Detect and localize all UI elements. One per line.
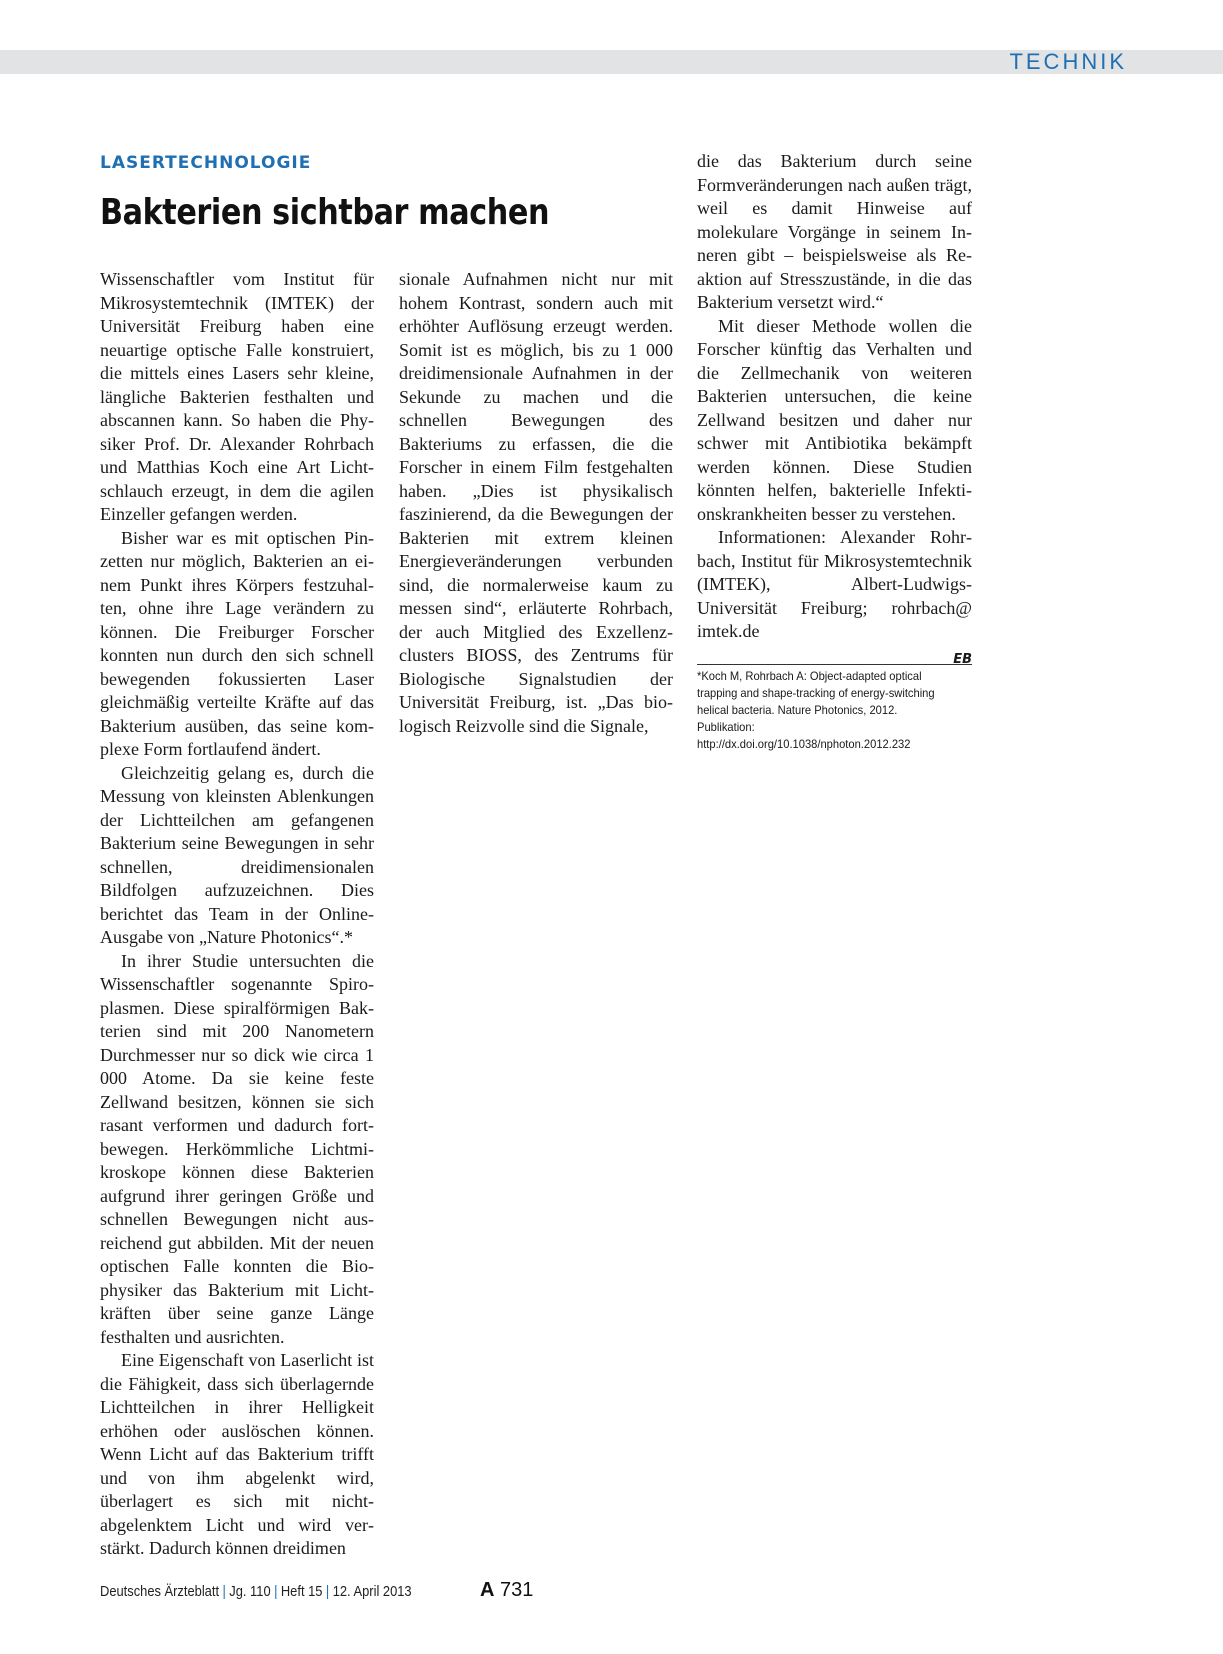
section-label: TECHNIK xyxy=(1009,49,1127,74)
paragraph: Wissenschaftler vom Institut für Mikrosystemtechnik (IMTEK) der Universität Freiburg haben eine neuartige optische Falle konstruiert, die mittels eines Lasers sehr kleine, längliche Bakterien festhalten und abscannen kann. So haben die Physiker Prof. Dr. Alexander Rohrbach und Matthias Koch eine Art Lichtschlauch erzeugt, in dem die agilen Einzeller gefangen werden. xyxy=(100,269,374,524)
journal-issue: Heft 15 xyxy=(280,1583,323,1600)
paragraph: In ihrer Studie untersuchten die Wissenschaftler sogenannte Spiroplasmen. Diese spiralförmigen Bakterien sind mit 200 Nanometern Durchmesser nur so dick wie circa 1 000 Atome. Da sie keine feste Zellwand besitzen, können sie sich rasant verformen und dadurch fortbewegen. Herkömmliche Lichtmikroskope können diese Bakterien aufgrund ihrer geringen Größe und schnellen Bewegungen nicht ausreichend gut abbilden. Mit der neuen optischen Falle konnten die Biophysiker das Bakterium mit Lichtkräften über seine ganze Länge festhalten und ausrichten. xyxy=(100,950,374,1347)
article-column-1 xyxy=(100,268,374,1561)
author-signature: EB xyxy=(953,651,972,667)
paragraph: Informationen: Alexander Rohrbach, Institut für Mikrosystemtechnik (IMTEK), Albert-Ludwigs-Universität Freiburg; rohrbach@ imtek.de xyxy=(697,527,972,641)
page-prefix: A xyxy=(480,1579,495,1601)
paragraph: Mit dieser Methode wollen die Forscher künftig das Verhalten und die Zellmechanik von weiteren Bakterien untersuchen, die keine Zellwand besitzen und daher nur schwer mit Antibiotika bekämpft werden können. Diese Studien könnten helfen, bakterielle Infektionskrankheiten besser zu verstehen. xyxy=(697,315,972,524)
article-kicker: LASERTECHNOLOGIE xyxy=(100,153,312,173)
journal-name: Deutsches Ärzteblatt xyxy=(100,1583,220,1600)
footnote-divider xyxy=(697,664,972,665)
paragraph: Eine Eigenschaft von Laserlicht ist die Fähigkeit, dass sich überlagernde Lichtteilchen in ihrer Helligkeit erhöhen oder auslöschen können. Wenn Licht auf das Bakterium trifft und von ihm abgelenkt wird, überlagert es sich mit nichtabgelenktem Licht und wird verstärkt. Dadurch können dreidimen xyxy=(100,1350,374,1558)
paragraph: Gleichzeitig gelang es, durch die Messung von kleinsten Ablenkungen der Lichtteilchen am gefangenen Bakterium seine Bewegungen in sehr schnellen, dreidimensionalen Bildfolgen aufzuzeichnen. Dies berichtet das Team in der Online-Ausgabe von „Nature Photonics“.* xyxy=(100,762,374,947)
page-footer xyxy=(100,1582,412,1602)
footer-separator: | xyxy=(222,1583,226,1600)
journal-volume: Jg. 110 xyxy=(229,1583,271,1600)
footer-separator: | xyxy=(325,1583,330,1600)
footer-separator: | xyxy=(274,1583,278,1600)
page-number xyxy=(480,1577,533,1603)
journal-date: 12. April 2013 xyxy=(332,1583,412,1600)
article-column-3 xyxy=(697,150,972,671)
paragraph: Bisher war es mit optischen Pinzetten nur möglich, Bakterien an einem Punkt ihres Körpers festzuhalten, ohne ihre Lage verändern zu können. Die Freiburger Forscher konnten nun durch den sich schnell bewegenden fokussierten Laser gleichmäßig verteilte Kräfte auf das Bakterium ausüben, das seine komplexe Form fortlaufend ändert. xyxy=(100,527,374,759)
article-title: Bakterien sichtbar machen xyxy=(100,192,550,233)
footnote: *Koch M, Rohrbach A: Object-adapted optical trapping and shape-tracking of energy-switching helical bacteria. Nature Photonics, 2012. Publikation: http://dx.doi.org/10.1038/nphoton.2012.232 xyxy=(697,669,935,751)
paragraph: sionale Aufnahmen nicht nur mit hohem Kontrast, sondern auch mit erhöhter Auflösung erzeugt werden. Somit ist es möglich, bis zu 1 000 dreidimensionale Aufnahmen in der Sekunde zu machen und die schnellen Bewegungen des Bakteriums zu erfassen, die die Forscher in einem Film festgehalten haben. „Dies ist physikalisch faszinierend, da die Bewegungen der Bakterien mit extrem kleinen Energieveränderungen verbunden sind, die normalerweise kaum zu messen sind“, erläuterte Rohrbach, der auch Mitglied des Exzellenzclusters BIOSS, des Zentrums für Biologische Signalstudien der Universität Freiburg, ist. „Das biologisch Reizvolle sind die Signale, xyxy=(399,269,673,736)
paragraph: die das Bakterium durch seine Formveränderungen nach außen trägt, weil es damit Hinweise auf molekulare Vorgänge in seinem Inneren gibt – beispielsweise als Reaktion auf Stresszustände, in die das Bakterium versetzt wird.“ xyxy=(697,151,972,312)
page-number-value: 731 xyxy=(500,1579,534,1601)
article-column-2 xyxy=(399,268,673,738)
